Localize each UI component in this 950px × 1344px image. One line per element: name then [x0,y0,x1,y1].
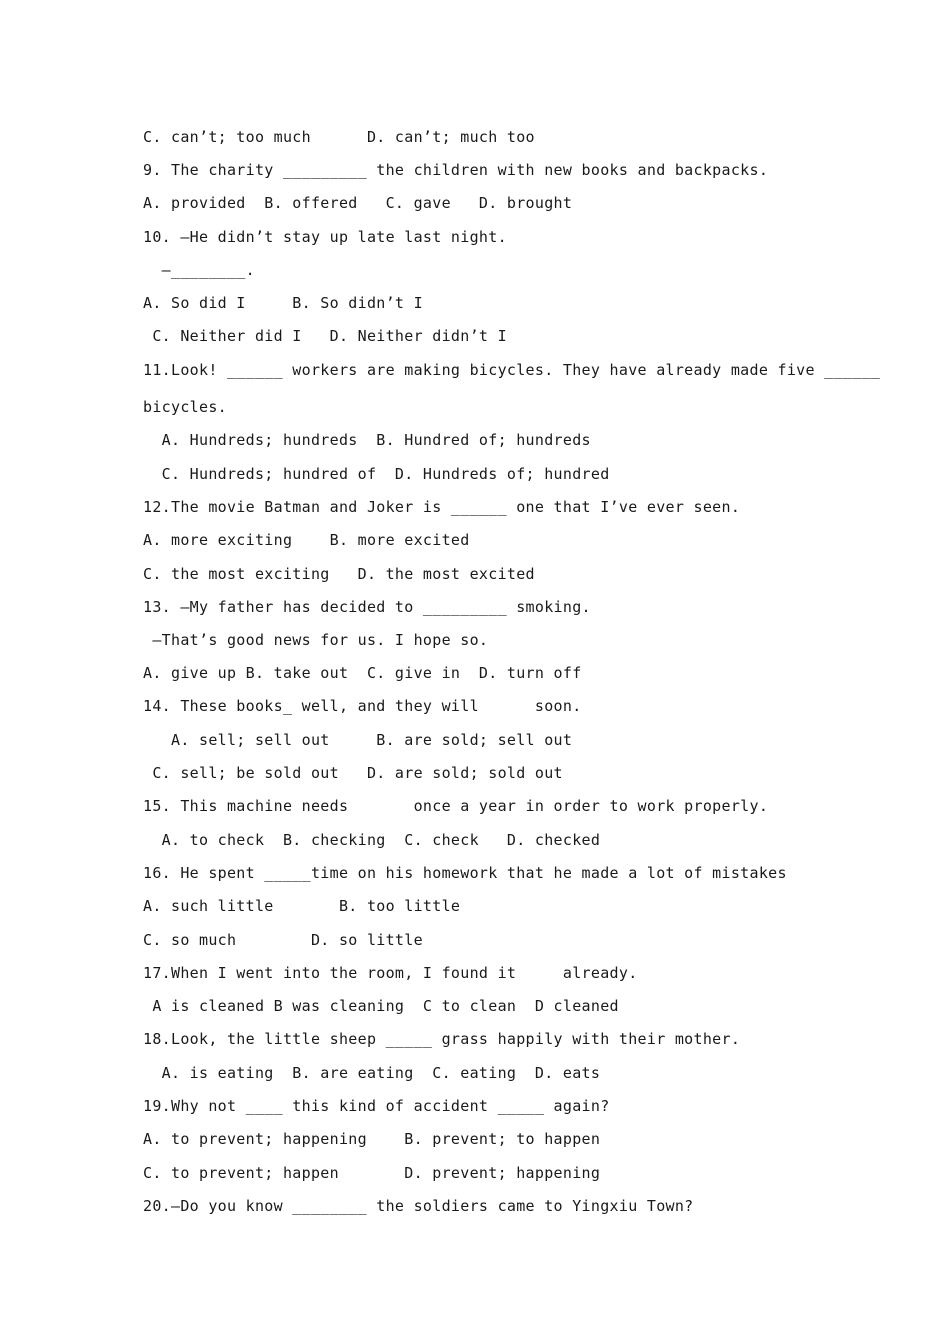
text-line: 13. —My father has decided to _________ smoking. [143,598,591,616]
text-line: 18.Look, the little sheep _____ grass happily with their mother. [143,1030,741,1048]
text-line: 14. These books_ well, and they will soon. [143,697,582,715]
text-line: A. is eating B. are eating C. eating D. eats [143,1064,601,1082]
text-line: A. give up B. take out C. give in D. turn off [143,664,582,682]
text-line: A. such little B. too little [143,897,461,915]
text-line: C. can’t; too much D. can’t; much too [143,128,535,146]
text-line: C. to prevent; happen D. prevent; happening [143,1164,601,1182]
text-line: A. provided B. offered C. gave D. brought [143,194,573,212]
text-line: A. sell; sell out B. are sold; sell out [143,731,573,749]
text-line: 12.The movie Batman and Joker is ______ one that I’ve ever seen. [143,498,741,516]
text-line: —________. [143,261,255,279]
text-line: A. Hundreds; hundreds B. Hundred of; hundreds [143,431,591,449]
text-line: 20.—Do you know ________ the soldiers came to Yingxiu Town? [143,1197,694,1215]
text-line: A. to check B. checking C. check D. checked [143,831,601,849]
text-line: —That’s good news for us. I hope so. [143,631,489,649]
text-line: C. Hundreds; hundred of D. Hundreds of; hundred [143,465,610,483]
text-line: 19.Why not ____ this kind of accident _____ again? [143,1097,610,1115]
text-line: A is cleaned B was cleaning C to clean D cleaned [143,997,619,1015]
text-line: A. more exciting B. more excited [143,531,470,549]
text-line: C. so much D. so little [143,931,423,949]
text-line: 16. He spent _____time on his homework that he made a lot of mistakes [143,864,787,882]
text-line: 15. This machine needs once a year in order to work properly. [143,797,769,815]
text-line: A. So did I B. So didn’t I [143,294,423,312]
text-line: C. sell; be sold out D. are sold; sold out [143,764,563,782]
text-line: 17.When I went into the room, I found it already. [143,964,638,982]
text-line: 11.Look! ______ workers are making bicycles. They have already made five ______ [143,361,881,379]
text-line: 9. The charity _________ the children with new books and backpacks. [143,161,769,179]
text-line: A. to prevent; happening B. prevent; to happen [143,1130,601,1148]
text-line: C. the most exciting D. the most excited [143,565,535,583]
text-line: C. Neither did I D. Neither didn’t I [143,327,507,345]
text-line: 10. —He didn’t stay up late last night. [143,228,507,246]
text-line: bicycles. [143,398,227,416]
